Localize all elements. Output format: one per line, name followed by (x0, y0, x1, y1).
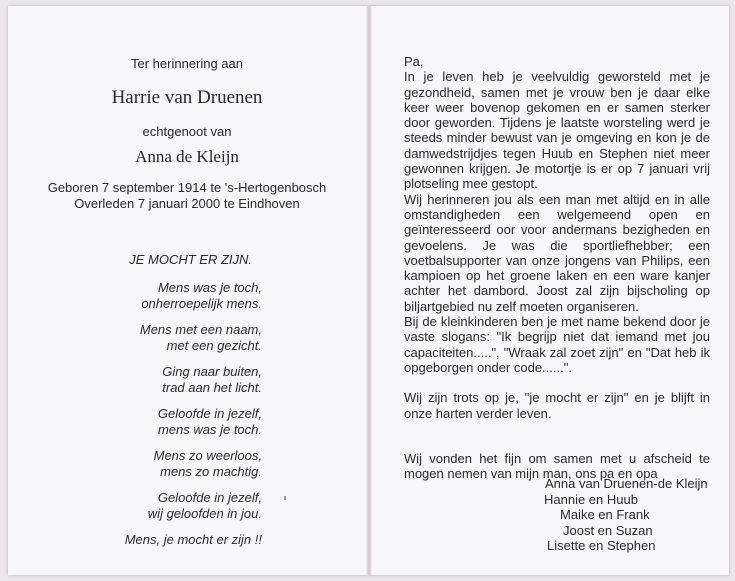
right-page (372, 6, 729, 575)
poem-line: Mens, je mocht er zijn !! (124, 532, 262, 547)
signer: Anna van Druenen-de Kleijn (545, 476, 708, 491)
poem-line: onherroepelijk mens. (141, 296, 262, 311)
poem-stanza (125, 280, 262, 312)
deceased-name: Harrie van Druenen (111, 87, 263, 108)
poem-stanza (125, 406, 262, 438)
paragraph-farewell: Wij vonden het fijn om samen met u afscheid te mogen nemen van mijn man, ons pa en opa (404, 450, 710, 482)
poem-line: Geloofde in jezelf, (157, 406, 262, 421)
poem-line: Mens zo weerloos, (153, 448, 262, 463)
life-dates (8, 180, 366, 212)
signer: Maike en Frank (560, 507, 650, 522)
poem-line: met een gezicht. (166, 338, 262, 353)
poem-stanza (125, 532, 262, 548)
paragraph-life: In je leven heb je veelvuldig geworsteld met je gezondheid, samen met je vrouw ben je daar elke keer weer bovenop gekomen en er samen sterker door geworden. Tijdens je laatste worsteling werd je steeds minder bewust van je omgeving en kon je de damwedstrijdjes tegen Huub en Stephen niet meer gewonnen krijgen. Je motortje is er op 7 januari vrij plotseling mee gestopt. (404, 69, 710, 192)
poem-line: mens was je toch. (157, 422, 262, 437)
signer: Lisette en Stephen (547, 538, 656, 553)
left-page (8, 6, 366, 575)
poem-stanza (125, 364, 262, 396)
poem-stanza (125, 322, 262, 354)
poem-line: Geloofde in jezelf, (157, 490, 262, 505)
spouse-name: Anna de Kleijn (135, 147, 239, 166)
poem-line: wij geloofden in jou. (147, 506, 262, 521)
poem-title: JE MOCHT ER ZIJN. (129, 252, 252, 267)
poem-stanza (125, 448, 262, 480)
signers-list (372, 476, 729, 554)
paragraph-memories: Wij herinneren jou als een man met altijd en in alle omstandigheden een welgemeend open en geïnteresseerd oor voor andermans bezigheden en gevoelens. Je was die sportliefhebber; een voetbalsupporter van onze jongens van Philips, een kampioen op het groene laken en een ware kanjer achter het dambord. Joost zal zijn bijscholing op biljartgebied nu zelf moeten organiseren. (404, 191, 710, 314)
spouse-label: echtgenoot van (142, 124, 232, 139)
poem (125, 280, 262, 558)
paper-speck (284, 496, 286, 500)
poem-line: Mens met een naam, (139, 322, 262, 337)
letter-text (404, 54, 710, 481)
poem-line: Mens was je toch, (157, 280, 262, 295)
poem-line: mens zo machtig. (160, 464, 262, 479)
intro-text: Ter herinnering aan (130, 56, 244, 71)
poem-line: Ging naar buiten, (162, 364, 262, 379)
poem-line: trad aan het licht. (162, 380, 262, 395)
salutation: Pa, (404, 54, 424, 69)
signer: Joost en Suzan (563, 522, 653, 538)
signer: Hannie en Huub (544, 491, 638, 507)
memorial-card (8, 6, 729, 575)
birth-line: Geboren 7 september 1914 te 's-Hertogenbosch (47, 180, 327, 195)
paragraph-proud: Wij zijn trots op je, "je mocht er zijn" en je blijft in onze harten verder leven. (404, 390, 710, 421)
paragraph-grandchildren: Bij de kleinkinderen ben je met name bekend door je vaste slogans: "Ik begrijp niet dat iemand met jou capaciteiten.....", "Wraak zal zoet zijn" en "Dat heb ik opgeborgen onder code......". (404, 314, 710, 375)
poem-stanza (125, 490, 262, 522)
death-line: Overleden 7 januari 2000 te Eindhoven (74, 196, 300, 211)
